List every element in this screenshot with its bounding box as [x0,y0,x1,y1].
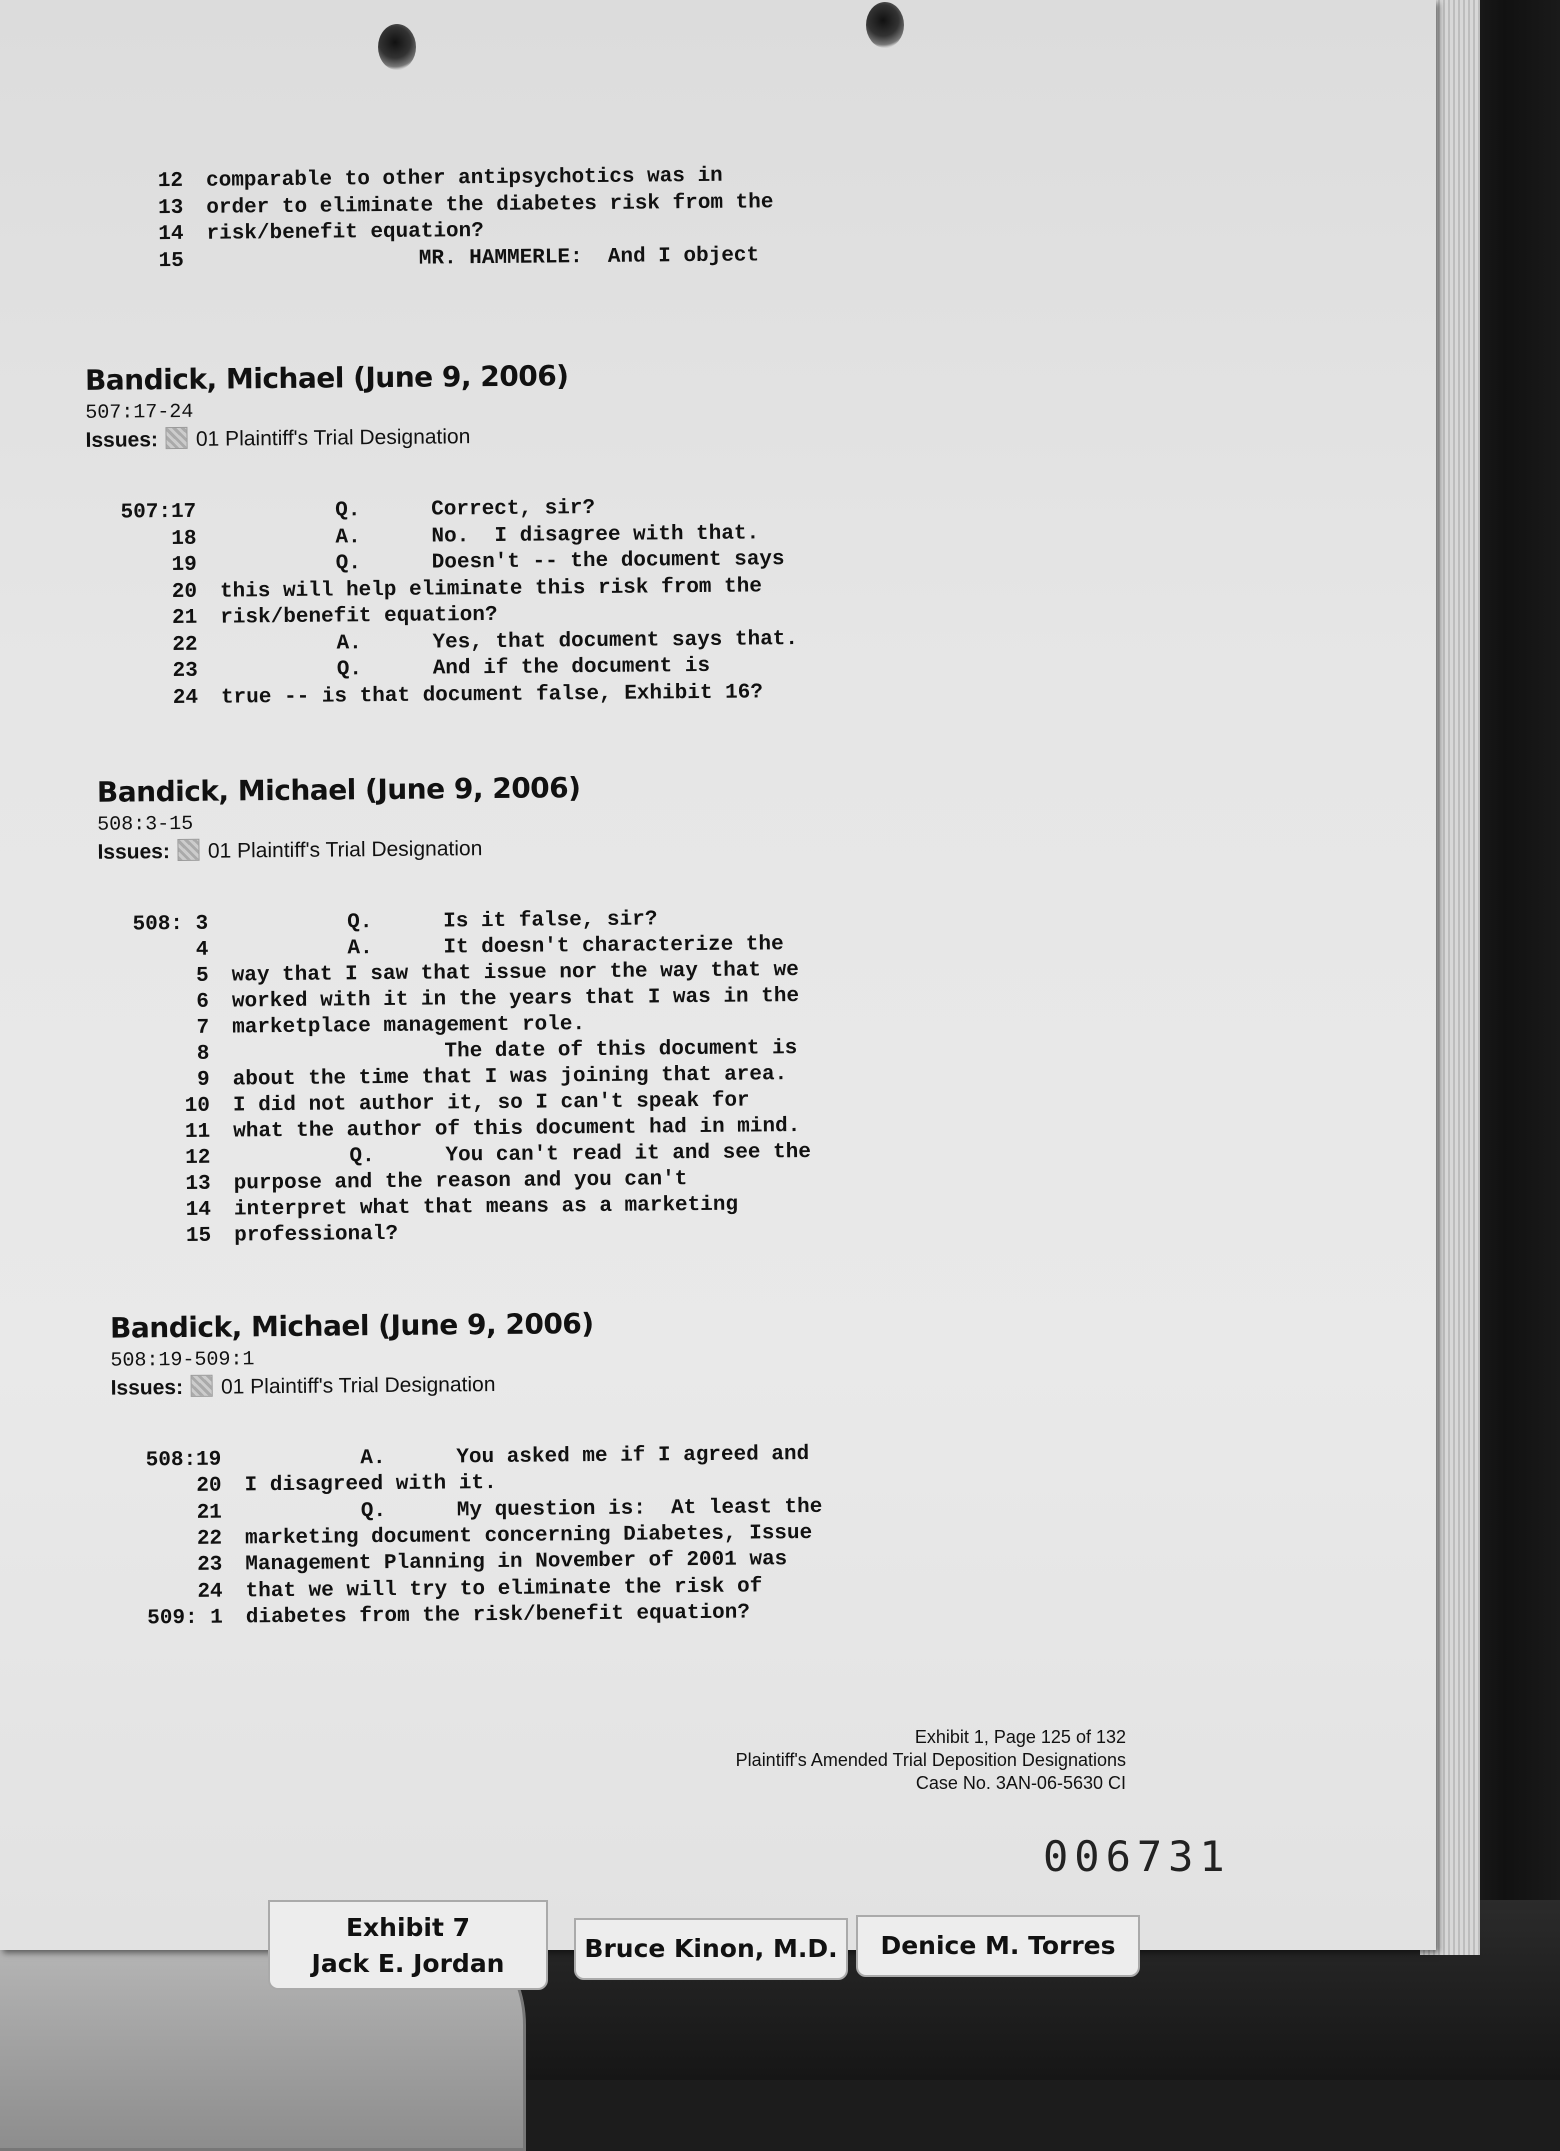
tab-sublabel: Jack E. Jordan [311,1949,505,1978]
line-text: MR. HAMMERLE: And I object [418,243,760,271]
line-text: diabetes from the risk/benefit equation? [245,1601,751,1630]
line-text: way that I saw that issue nor the way that we [231,959,799,988]
line-number: 9 [196,1068,210,1092]
issues-label: Issues: [97,840,170,864]
line-number: 7 [196,1016,210,1040]
line-number: 23 [197,1553,223,1578]
line-text: risk/benefit equation? [220,603,498,630]
issues-label: Issues: [110,1375,184,1400]
line-text: what the author of this document had in mind. [233,1115,801,1144]
page-line-reference: 508:3-15 [97,812,194,837]
issue-tag-icon [178,839,200,861]
line-number: 18 [171,527,197,551]
line-number: 507:17 [120,500,197,525]
line-number: 4 [195,938,209,962]
line-text: interpret what that means as a marketing [233,1193,739,1222]
issue-designation: 01 Plaintiff's Trial Designation [195,425,471,451]
line-number: 8 [196,1042,210,1066]
line-text: comparable to other antipsychotics was in [205,164,723,193]
transcript-line [0,0,1427,194]
line-text: It doesn't characterize the [443,933,784,960]
speaker-marker: Q. [349,1145,375,1169]
line-number: 15 [185,1224,212,1248]
issue-tag-icon [191,1375,213,1397]
line-text: marketing document concerning Diabetes, Issue [245,1521,813,1551]
line-text: I disagreed with it. [244,1472,497,1498]
line-number: 12 [157,169,184,194]
speaker-marker: A. [335,525,361,549]
line-text: Doesn't -- the document says [431,548,785,575]
line-number: 509: 1 [147,1606,223,1631]
line-number: 23 [172,659,198,684]
tab-label: Denice M. Torres [880,1931,1116,1960]
line-number: 22 [172,633,198,657]
line-text: marketplace management role. [232,1013,586,1040]
line-text: My question is: At least the [456,1495,823,1522]
speaker-marker: Q. [335,499,361,523]
issues-row [85,424,470,453]
speaker-marker: A. [336,631,362,655]
line-text: this will help eliminate this risk from the [219,574,762,604]
line-text: about the time that I was joining that area. [232,1063,788,1092]
line-number: 19 [171,553,197,578]
tab-label: Exhibit 7 [345,1913,471,1942]
tab-bruce-kinon[interactable] [574,1918,848,1980]
line-text: You can't read it and see the [445,1140,812,1168]
issue-designation: 01 Plaintiff's Trial Designation [220,1372,496,1399]
line-number: 12 [185,1146,211,1170]
tab-denice-torres[interactable] [856,1915,1140,1977]
speaker-marker: Q. [336,658,363,682]
bates-number: 006731 [1043,1832,1231,1881]
line-text: I did not author it, so I can't speak for [232,1089,750,1118]
line-text: true -- is that document false, Exhibit 16? [220,680,764,710]
issue-tag-icon [166,427,188,449]
line-text: And if the document is [432,654,711,681]
line-number: 24 [172,686,199,710]
footer-exhibit-page: Exhibit 1, Page 125 of 132 [914,1727,1126,1747]
line-number: 21 [171,606,198,631]
line-number: 508: 3 [132,912,209,937]
line-number: 13 [158,196,184,220]
line-number: 6 [196,990,210,1014]
footer-case-number: Case No. 3AN-06-5630 CI [915,1773,1126,1793]
line-number: 14 [158,222,184,247]
line-text: Correct, sir? [431,496,596,522]
section-heading: Bandick, Michael (June 9, 2006) [84,359,569,397]
footer-designation-title: Plaintiff's Amended Trial Deposition Designations [735,1750,1126,1770]
issues-label: Issues: [85,428,159,452]
line-number: 5 [195,964,209,988]
issue-designation: 01 Plaintiff's Trial Designation [207,837,483,863]
line-number: 14 [185,1198,212,1222]
page-line-reference: 508:19-509:1 [110,1348,255,1373]
line-text: Is it false, sir? [443,908,658,934]
line-number: 22 [196,1527,223,1551]
line-number: 21 [196,1501,222,1525]
line-text: The date of this document is [444,1037,798,1064]
line-number: 508:19 [145,1448,222,1473]
section-heading: Bandick, Michael (June 9, 2006) [109,1307,594,1345]
line-text: You asked me if I agreed and [456,1442,810,1470]
line-number: 20 [196,1474,222,1499]
line-text: that we will try to eliminate the risk of [245,1574,763,1603]
tab-exhibit-7[interactable] [268,1900,548,1990]
line-text: No. I disagree with that. [431,521,760,549]
speaker-marker: A. [347,937,373,961]
line-text: order to eliminate the diabetes risk from the [206,190,774,220]
speaker-marker: Q. [335,552,362,576]
line-number: 15 [158,249,184,273]
line-text: worked with it in the years that I was in the [231,985,800,1014]
issues-row [111,1372,496,1401]
line-text: Yes, that document says that. [432,627,799,655]
tab-label: Bruce Kinon, M.D. [584,1934,838,1963]
line-text: risk/benefit equation? [206,220,484,246]
line-number: 13 [185,1172,211,1196]
line-number: 20 [171,580,198,604]
page-line-reference: 507:17-24 [85,400,194,425]
speaker-marker: A. [360,1447,386,1471]
issues-row [97,836,482,865]
line-number: 10 [184,1094,211,1118]
section-heading: Bandick, Michael (June 9, 2006) [96,771,581,809]
line-number: 24 [197,1580,223,1604]
line-text: purpose and the reason and you can't [233,1168,688,1196]
line-text: professional? [234,1222,399,1248]
line-text: Management Planning in November of 2001 was [245,1548,788,1577]
speaker-marker: Q. [360,1499,387,1523]
speaker-marker: Q. [347,911,373,935]
line-number: 11 [184,1120,211,1144]
